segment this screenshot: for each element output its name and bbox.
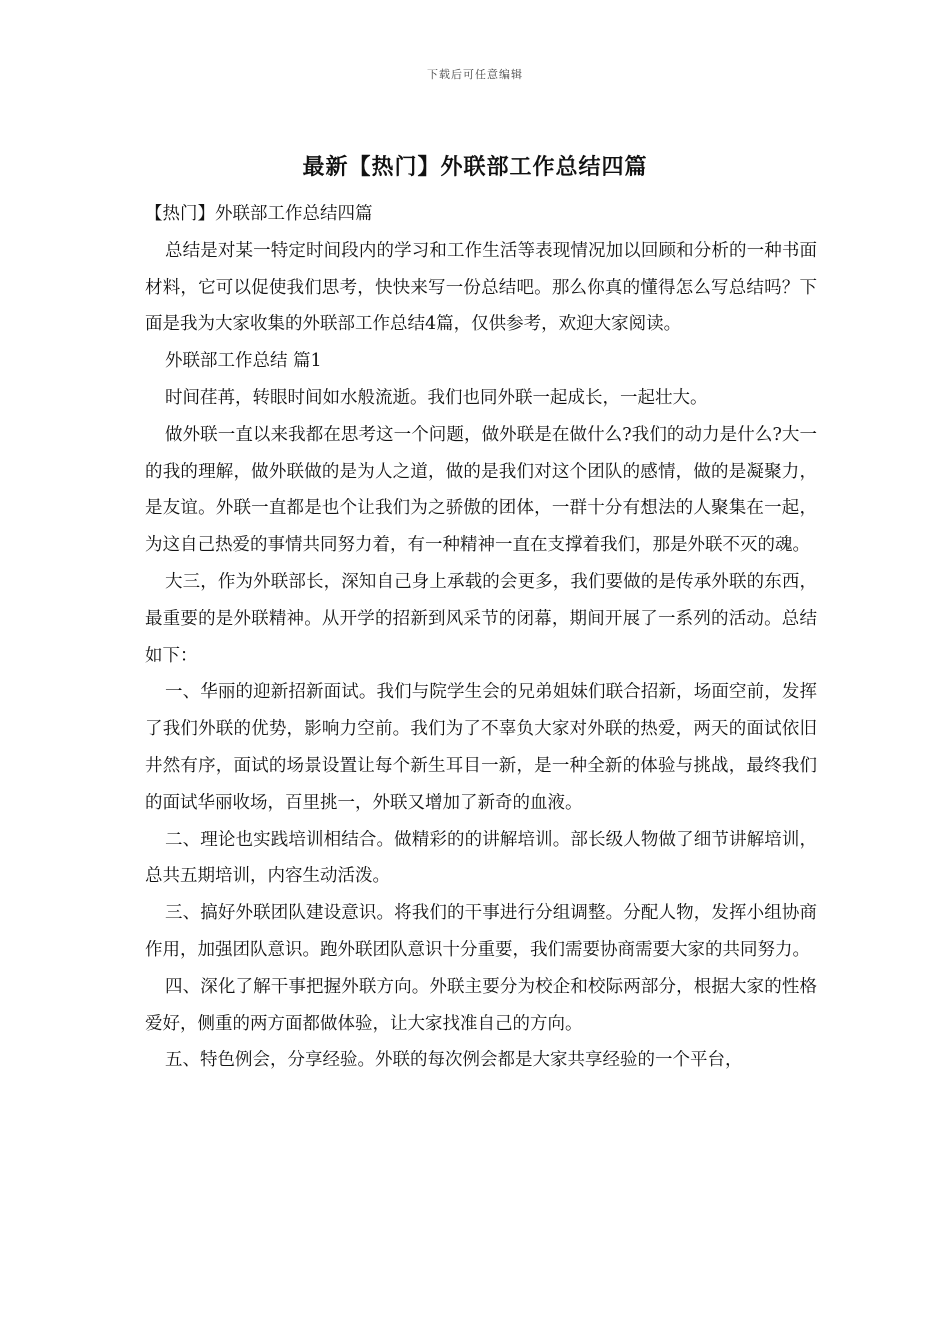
header-note: 下载后可任意编辑 [427, 68, 523, 81]
document-title: 最新【热门】外联部工作总结四篇 [302, 154, 648, 180]
body-paragraph: 五、特色例会，分享经验。外联的每次例会都是大家共享经验的一个平台， [165, 1050, 743, 1071]
body-paragraph: 大三，作为外联部长，深知自己身上承载的会更多，我们要做的是传承外联的东西，最重要的是外联精神。从开学的招新到风采节的闭幕，期间开展了一系列的活动。总结如下： [145, 571, 817, 666]
section-heading: 外联部工作总结 篇1 [165, 351, 322, 372]
body-paragraph: 一、华丽的迎新招新面试。我们与院学生会的兄弟姐妹们联合招新，场面空前，发挥了我们外联的优势，影响力空前。我们为了不辜负大家对外联的热爱，两天的面试依旧井然有序，面试的场景设置让每个新生耳目一新，是一种全新的体验与挑战，最终我们的面试华丽收场，百里挑一，外联又增加了新奇的血液。 [145, 682, 817, 813]
document-subtitle: 【热门】外联部工作总结四篇 [145, 204, 373, 224]
body-paragraph: 四、深化了解干事把握外联方向。外联主要分为校企和校际两部分，根据大家的性格爱好，侧重的两方面都做体验，让大家找准自己的方向。 [145, 976, 817, 1034]
document-body [145, 196, 817, 1079]
body-paragraph: 时间荏苒，转眼时间如水般流逝。我们也同外联一起成长，一起壮大。 [165, 387, 708, 408]
body-paragraph: 三、搞好外联团队建设意识。将我们的干事进行分组调整。分配人物，发挥小组协商作用，加强团队意识。跑外联团队意识十分重要，我们需要协商需要大家的共同努力。 [145, 903, 817, 960]
body-paragraph: 做外联一直以来我都在思考这一个问题，做外联是在做什么?我们的动力是什么?大一的我的理解，做外联做的是为人之道，做的是我们对这个团队的感情，做的是凝聚力，是友谊。外联一直都是也个让我们为之骄傲的团体，一群十分有想法的人聚集在一起，为这自己热爱的事情共同努力着，有一种精神一直在支撑着我们，那是外联不灭的魂。 [145, 424, 817, 556]
body-paragraph: 二、理论也实践培训相结合。做精彩的的讲解培训。部长级人物做了细节讲解培训，总共五期培训，内容生动活泼。 [145, 829, 817, 887]
intro-paragraph: 总结是对某一特定时间段内的学习和工作生活等表现情况加以回顾和分析的一种书面材料，它可以促使我们思考，快快来写一份总结吧。那么你真的懂得怎么写总结吗？下面是我为大家收集的外联部工作总结4篇，仅供参考，欢迎大家阅读。 [145, 240, 817, 335]
